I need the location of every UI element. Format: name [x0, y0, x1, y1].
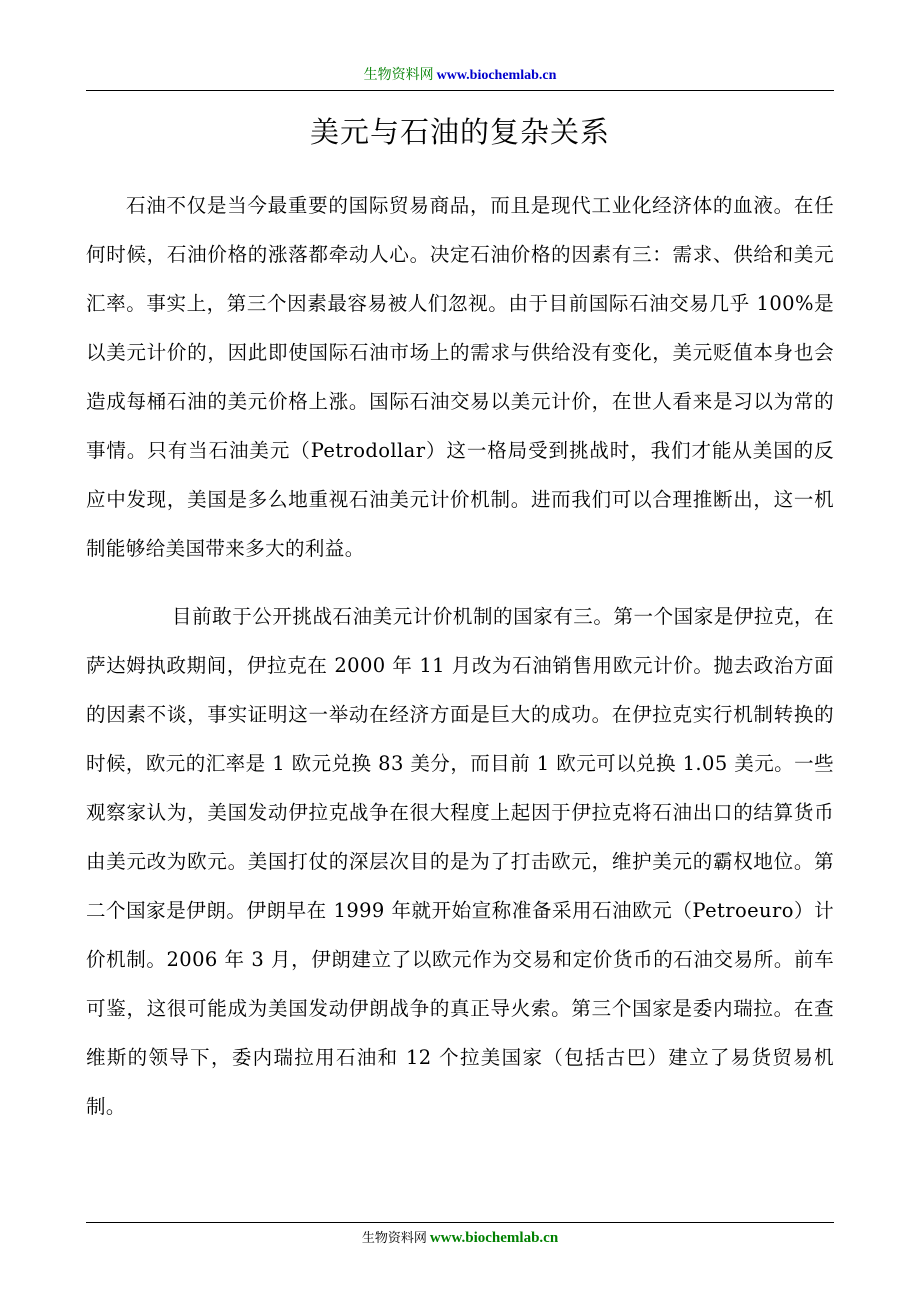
page-header — [86, 64, 834, 91]
footer-site-link[interactable]: www.biochemlab.cn — [429, 1230, 559, 1246]
document-title: 美元与石油的复杂关系 — [309, 115, 610, 149]
paragraph-2: 目前敢于公开挑战石油美元计价机制的国家有三。第一个国家是伊拉克，在萨达姆执政期间，伊拉克在 2000 年 11 月改为石油销售用欧元计价。抛去政治方面的因素不谈，事实证明这一举动在经济方面是巨大的成功。在伊拉克实行机制转换的时候，欧元的汇率是 1 欧元兑换 83 美分，而目前 1 欧元可以兑换 1.05 美元。一些观察家认为，美国发动伊拉克战争在很大程度上起因于伊拉克将石油出口的结算货币由美元改为欧元。美国打仗的深层次目的是为了打击欧元，维护美元的霸权地位。第二个国家是伊朗。伊朗早在 1999 年就开始宣称准备采用石油欧元（Petroeuro）计价机制。2006 年 3 月，伊朗建立了以欧元作为交易和定价货币的石油交易所。前车可鉴，这很可能成为美国发动伊朗战争的真正导火索。第三个国家是委内瑞拉。在查维斯的领导下，委内瑞拉用石油和 12 个拉美国家（包括古巴）建立了易货贸易机制。 — [86, 605, 834, 1118]
header-site-name: 生物资料网 — [363, 67, 434, 83]
header-site-line — [86, 64, 834, 87]
page-footer — [86, 1222, 834, 1250]
header-site-link[interactable]: www.biochemlab.cn — [436, 68, 557, 83]
footer-site-name: 生物资料网 — [361, 1231, 427, 1246]
paragraph-1: 石油不仅是当今最重要的国际贸易商品，而且是现代工业化经济体的血液。在任何时候，石油价格的涨落都牵动人心。决定石油价格的因素有三：需求、供给和美元汇率。事实上，第三个因素最容易被人们忽视。由于目前国际石油交易几乎 100%是以美元计价的，因此即使国际石油市场上的需求与供给没有变化，美元贬值本身也会造成每桶石油的美元价格上涨。国际石油交易以美元计价，在世人看来是习以为常的事情。只有当石油美元（Petrodollar）这一格局受到挑战时，我们才能从美国的反应中发现，美国是多么地重视石油美元计价机制。进而我们可以合理推断出，这一机制能够给美国带来多大的利益。 — [86, 194, 834, 560]
footer-site-line — [86, 1227, 834, 1250]
